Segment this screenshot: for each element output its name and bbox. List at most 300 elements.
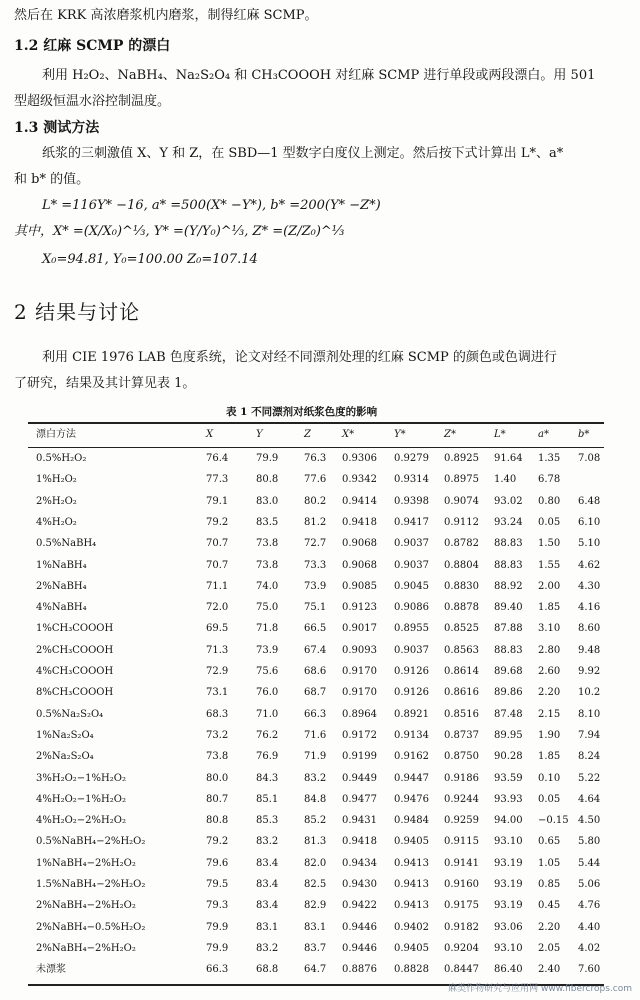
cell-y-star: 0.9162 [394,751,429,763]
cell-y-star: 0.9037 [394,538,429,550]
cell-a-star: 0.80 [538,495,561,507]
table-row [28,471,604,489]
cell-y: 83.0 [256,495,279,507]
cell-y-star: 0.9279 [394,453,429,464]
cell-x-star: 0.9449 [342,772,377,784]
table-row [28,620,604,638]
cell-method: 0.5%NaBH₄−2%H₂O₂ [36,836,146,848]
table-row [28,450,604,468]
header-y-star: Y* [394,429,406,440]
section-heading-1-2: 1.2 红麻 SCMP 的漂白 [14,38,171,54]
cell-z-star: 0.8782 [444,538,479,550]
cell-l-star: 89.68 [494,666,523,677]
cell-y: 71.8 [256,623,279,635]
cell-z: 71.9 [304,751,327,763]
cell-b-star: 7.60 [578,964,601,976]
cell-z-star: 0.8878 [444,602,479,614]
cell-l-star: 93.93 [494,793,523,805]
paragraph-1-2-line-1: 利用 H₂O₂、NaBH₄、Na₂S₂O₄ 和 CH₃COOOH 对红麻 SCMP 进行单段或两段漂白。用 501 [42,68,596,83]
cell-a-star: 1.85 [538,602,561,614]
cell-method: 2%CH₃COOOH [36,644,114,656]
table-row [28,727,604,745]
cell-l-star: 93.02 [494,495,523,507]
cell-method: 3%H₂O₂−1%H₂O₂ [36,772,126,784]
cell-l-star: 93.10 [494,942,523,954]
cell-x: 79.2 [206,516,229,528]
cell-y-star: 0.9398 [394,495,429,507]
cell-l-star: 89.40 [494,602,523,614]
cell-y: 84.3 [256,772,279,784]
table-row [28,599,604,617]
cell-l-star: 93.24 [494,516,523,528]
cell-y: 76.0 [256,687,279,699]
cell-y: 73.8 [256,559,279,571]
table-header-row [28,426,604,444]
cell-x: 71.1 [206,580,229,592]
cell-a-star: 0.85 [538,879,561,890]
table-header-rule [28,447,604,448]
cell-x-star: 0.9199 [342,751,377,763]
cell-y-star: 0.9405 [394,836,429,848]
cell-x-star: 0.9123 [342,602,377,614]
cell-x: 80.8 [206,815,229,827]
cell-b-star: 4.50 [578,815,601,827]
header-y: Y [256,429,263,440]
cell-l-star: 87.88 [494,623,523,635]
cell-b-star: 5.80 [578,836,601,848]
cell-method: 2%H₂O₂ [36,495,77,507]
cell-y-star: 0.9314 [394,474,429,486]
equation-reference-white: X₀=94.81, Y₀=100.00 Z₀=107.14 [42,252,258,267]
table-row [28,663,604,681]
cell-y-star: 0.9484 [394,815,429,827]
table-row [28,557,604,575]
cell-y: 83.5 [256,516,279,528]
paragraph-1-2-line-2: 型超级恒温水浴控制温度。 [14,94,171,109]
table-row [28,961,604,979]
cell-z-star: 0.8975 [444,474,479,486]
equation-xyz-star: 其中，X* =(X/X₀)^⅓, Y* =(Y/Y₀)^⅓, Z* =(Z/Z₀)^⅓ [14,224,345,239]
header-b-star: b* [578,429,590,440]
table-row [28,812,604,830]
cell-x-star: 0.9170 [342,666,377,677]
cell-b-star: 9.48 [578,644,601,656]
cell-z: 80.2 [304,495,327,507]
cell-method: 1%Na₂S₂O₄ [36,729,94,741]
cell-a-star: 2.60 [538,666,561,677]
cell-z: 68.6 [304,666,327,677]
cell-b-star: 4.40 [578,921,601,933]
cell-z-star: 0.8737 [444,729,479,741]
cell-x: 71.3 [206,644,229,656]
cell-a-star: 2.00 [538,580,561,592]
cell-method: 1.5%NaBH₄−2%H₂O₂ [36,879,146,890]
cell-z: 75.1 [304,602,327,614]
table-row [28,706,604,724]
cell-b-star: 5.22 [578,772,601,784]
header-z: Z [304,429,311,440]
cell-method: 0.5%Na₂S₂O₄ [36,708,104,720]
cell-y-star: 0.9405 [394,942,429,954]
cell-method: 未漂浆 [36,964,66,976]
cell-z: 85.2 [304,815,327,827]
cell-x-star: 0.9306 [342,453,377,464]
cell-y: 83.2 [256,836,279,848]
cell-x: 80.0 [206,772,229,784]
cell-x: 79.5 [206,879,229,890]
text-line-intro: 然后在 KRK 高浓磨浆机内磨浆，制得红麻 SCMP。 [14,8,318,23]
cell-x-star: 0.8964 [342,708,377,720]
cell-method: 8%CH₃COOOH [36,687,114,699]
cell-z-star: 0.8563 [444,644,479,656]
cell-z-star: 0.9259 [444,815,479,827]
cell-method: 4%H₂O₂−1%H₂O₂ [36,793,126,805]
cell-l-star: 91.64 [494,453,523,464]
watermark: 麻类作物研究与应用网 www.fibercrops.com [448,984,632,994]
cell-b-star: 7.08 [578,453,601,464]
cell-x-star: 0.9017 [342,623,377,635]
cell-x-star: 0.9446 [342,942,377,954]
cell-l-star: 89.86 [494,687,523,699]
table-caption: 表 1 不同漂剂对纸浆色度的影响 [226,406,378,418]
cell-method: 0.5%NaBH₄ [36,538,97,550]
cell-method: 2%NaBH₄−2%H₂O₂ [36,900,136,912]
cell-z-star: 0.9204 [444,942,479,954]
cell-b-star: 6.10 [578,516,601,528]
cell-method: 4%NaBH₄ [36,602,87,614]
cell-z-star: 0.9160 [444,879,479,890]
cell-y-star: 0.9402 [394,921,429,933]
cell-method: 4%H₂O₂−2%H₂O₂ [36,815,126,827]
header-l-star: L* [494,429,506,440]
cell-x: 79.9 [206,921,229,933]
cell-y-star: 0.9413 [394,857,429,869]
cell-b-star: 6.48 [578,495,601,507]
cell-b-star: 9.92 [578,666,601,677]
cell-z-star: 0.8804 [444,559,479,571]
cell-b-star: 5.44 [578,857,601,869]
table-row [28,855,604,873]
cell-x: 70.7 [206,538,229,550]
cell-a-star: −0.15 [538,815,569,827]
cell-z-star: 0.9182 [444,921,479,933]
cell-b-star: 4.30 [578,580,601,592]
cell-l-star: 93.19 [494,857,523,869]
cell-a-star: 2.20 [538,921,561,933]
cell-y-star: 0.9447 [394,772,429,784]
cell-y: 80.8 [256,474,279,486]
cell-y: 73.8 [256,538,279,550]
table-row [28,684,604,702]
header-z-star: Z* [444,429,456,440]
header-method: 漂白方法 [36,429,76,440]
cell-x: 73.2 [206,729,229,741]
cell-y: 83.2 [256,942,279,954]
cell-y-star: 0.9413 [394,900,429,912]
cell-y-star: 0.8921 [394,708,429,720]
cell-z: 64.7 [304,964,327,976]
cell-a-star: 1.85 [538,751,561,763]
table-row [28,770,604,788]
cell-x-star: 0.9172 [342,729,377,741]
cell-b-star: 10.2 [578,687,601,699]
cell-a-star: 2.80 [538,644,561,656]
cell-l-star: 88.83 [494,644,523,656]
cell-x: 79.6 [206,857,229,869]
cell-x-star: 0.9068 [342,538,377,550]
cell-method: 1%H₂O₂ [36,474,77,486]
cell-method: 2%NaBH₄ [36,580,87,592]
cell-a-star: 0.05 [538,516,561,528]
cell-x-star: 0.9446 [342,921,377,933]
cell-l-star: 1.40 [494,474,517,486]
table-top-rule [28,422,604,424]
cell-x: 73.8 [206,751,229,763]
cell-z: 83.2 [304,772,327,784]
cell-y: 71.0 [256,708,279,720]
cell-z: 77.6 [304,474,327,486]
cell-z: 66.5 [304,623,327,635]
cell-x: 66.3 [206,964,229,976]
cell-z: 82.9 [304,900,327,912]
cell-y-star: 0.9413 [394,879,429,890]
cell-x: 70.7 [206,559,229,571]
cell-a-star: 1.05 [538,857,561,869]
cell-z: 84.8 [304,793,327,805]
cell-y: 85.1 [256,793,279,805]
cell-x: 73.1 [206,687,229,699]
cell-z: 83.7 [304,942,327,954]
cell-z: 73.9 [304,580,327,592]
table-row [28,493,604,511]
cell-y-star: 0.9037 [394,644,429,656]
cell-y-star: 0.8828 [394,964,429,976]
cell-b-star: 4.76 [578,900,601,912]
cell-y-star: 0.9045 [394,580,429,592]
cell-l-star: 88.83 [494,559,523,571]
paragraph-2-line-2: 了研究，结果及其计算见表 1。 [14,376,196,391]
cell-b-star: 8.60 [578,623,601,635]
cell-x-star: 0.8876 [342,964,377,976]
equation-lab: L* =116Y* −16, a* =500(X* −Y*), b* =200(Y* −Z*) [42,198,381,213]
cell-y: 83.4 [256,900,279,912]
cell-y-star: 0.9476 [394,793,429,805]
cell-z: 67.4 [304,644,327,656]
table-row [28,578,604,596]
cell-y: 68.8 [256,964,279,976]
cell-z: 68.7 [304,687,327,699]
cell-z-star: 0.9175 [444,900,479,912]
table-row [28,919,604,937]
cell-z-star: 0.8525 [444,623,479,635]
cell-b-star: 4.02 [578,942,601,954]
cell-x-star: 0.9068 [342,559,377,571]
cell-x-star: 0.9418 [342,836,377,848]
cell-l-star: 93.59 [494,772,523,784]
cell-z-star: 0.8516 [444,708,479,720]
cell-b-star: 4.16 [578,602,601,614]
table-row [28,940,604,958]
cell-method: 1%CH₃COOOH [36,623,114,635]
cell-x-star: 0.9434 [342,857,377,869]
table-row [28,535,604,553]
paragraph-2-line-1: 利用 CIE 1976 LAB 色度系统，论文对经不同漂剂处理的红麻 SCMP 的颜色或色调进行 [42,350,557,365]
table-row [28,833,604,851]
cell-method: 1%NaBH₄ [36,559,87,571]
cell-z-star: 0.9244 [444,793,479,805]
cell-l-star: 93.19 [494,900,523,912]
cell-y-star: 0.9126 [394,687,429,699]
cell-y: 83.4 [256,879,279,890]
cell-z-star: 0.8830 [444,580,479,592]
table-row [28,514,604,532]
header-x: X [206,429,214,440]
cell-b-star: 8.24 [578,751,601,763]
cell-z: 82.0 [304,857,327,869]
cell-x-star: 0.9418 [342,516,377,528]
cell-x: 79.2 [206,836,229,848]
table-row [28,876,604,894]
section-heading-2: 2 结果与讨论 [14,300,141,324]
cell-l-star: 93.06 [494,921,523,933]
cell-method: 2%NaBH₄−2%H₂O₂ [36,942,136,954]
cell-method: 2%NaBH₄−0.5%H₂O₂ [36,921,146,933]
cell-b-star: 7.94 [578,729,601,741]
cell-z-star: 0.9141 [444,857,479,869]
cell-x: 79.9 [206,942,229,954]
cell-a-star: 0.05 [538,793,561,805]
cell-x-star: 0.9085 [342,580,377,592]
cell-a-star: 2.20 [538,687,561,699]
cell-x: 76.4 [206,453,229,464]
cell-b-star: 5.10 [578,538,601,550]
cell-z: 76.3 [304,453,327,464]
cell-y: 79.9 [256,453,279,464]
cell-x: 68.3 [206,708,229,720]
cell-z-star: 0.8750 [444,751,479,763]
header-a-star: a* [538,429,549,440]
table-row [28,897,604,915]
cell-a-star: 3.10 [538,623,561,635]
cell-z-star: 0.9115 [444,836,479,848]
cell-l-star: 88.83 [494,538,523,550]
cell-x-star: 0.9431 [342,815,377,827]
cell-z: 66.3 [304,708,327,720]
cell-a-star: 2.40 [538,964,561,976]
cell-y-star: 0.9126 [394,666,429,677]
cell-b-star: 4.64 [578,793,601,805]
cell-y: 76.2 [256,729,279,741]
cell-z-star: 0.9186 [444,772,479,784]
cell-y: 83.4 [256,857,279,869]
cell-z-star: 0.8447 [444,964,479,976]
cell-y-star: 0.9417 [394,516,429,528]
cell-l-star: 86.40 [494,964,523,976]
cell-method: 4%H₂O₂ [36,516,77,528]
cell-a-star: 6.78 [538,474,561,486]
cell-z-star: 0.8616 [444,687,479,699]
cell-x: 72.9 [206,666,229,677]
cell-a-star: 2.05 [538,942,561,954]
cell-a-star: 0.45 [538,900,561,912]
cell-x: 72.0 [206,602,229,614]
cell-y-star: 0.9134 [394,729,429,741]
cell-x: 69.5 [206,623,229,635]
cell-z-star: 0.9112 [444,516,479,528]
cell-x-star: 0.9093 [342,644,377,656]
cell-l-star: 90.28 [494,751,523,763]
cell-l-star: 88.92 [494,580,523,592]
table-row [28,791,604,809]
cell-z: 81.2 [304,516,327,528]
cell-method: 1%NaBH₄−2%H₂O₂ [36,857,136,869]
cell-z: 73.3 [304,559,327,571]
cell-l-star: 89.95 [494,729,523,741]
cell-z: 81.3 [304,836,327,848]
cell-b-star: 5.06 [578,879,601,890]
cell-y-star: 0.9037 [394,559,429,571]
cell-l-star: 93.19 [494,879,523,890]
paragraph-1-3-line-2: 和 b* 的值。 [14,172,90,187]
cell-y: 75.0 [256,602,279,614]
cell-a-star: 2.15 [538,708,561,720]
cell-l-star: 94.00 [494,815,523,827]
cell-y: 73.9 [256,644,279,656]
cell-x: 80.7 [206,793,229,805]
cell-method: 4%CH₃COOOH [36,666,114,677]
cell-a-star: 1.55 [538,559,561,571]
header-x-star: X* [342,429,355,440]
cell-z: 83.1 [304,921,327,933]
cell-x-star: 0.9414 [342,495,377,507]
cell-y-star: 0.9086 [394,602,429,614]
section-heading-1-3: 1.3 测试方法 [14,120,100,136]
cell-method: 2%Na₂S₂O₄ [36,751,94,763]
cell-z: 82.5 [304,879,327,890]
cell-z: 72.7 [304,538,327,550]
cell-x: 77.3 [206,474,229,486]
cell-y: 74.0 [256,580,279,592]
cell-z-star: 0.8614 [444,666,479,677]
cell-x-star: 0.9430 [342,879,377,890]
cell-y: 85.3 [256,815,279,827]
cell-y: 76.9 [256,751,279,763]
cell-a-star: 0.10 [538,772,561,784]
cell-y-star: 0.8955 [394,623,429,635]
cell-x: 79.1 [206,495,229,507]
cell-a-star: 0.65 [538,836,561,848]
cell-x-star: 0.9477 [342,793,377,805]
cell-z-star: 0.8925 [444,453,479,464]
cell-z-star: 0.9074 [444,495,479,507]
cell-l-star: 93.10 [494,836,523,848]
cell-y: 75.6 [256,666,279,677]
cell-x: 79.3 [206,900,229,912]
table-row [28,642,604,660]
table-row [28,748,604,766]
cell-l-star: 87.48 [494,708,523,720]
cell-x-star: 0.9170 [342,687,377,699]
cell-method: 0.5%H₂O₂ [36,453,87,464]
cell-b-star: 8.10 [578,708,601,720]
cell-a-star: 1.50 [538,538,561,550]
cell-a-star: 1.90 [538,729,561,741]
cell-y: 83.1 [256,921,279,933]
cell-x-star: 0.9422 [342,900,377,912]
cell-b-star: 4.62 [578,559,601,571]
cell-a-star: 1.35 [538,453,561,464]
paragraph-1-3-line-1: 纸浆的三刺激值 X、Y 和 Z，在 SBD—1 型数字白度仪上测定。然后按下式计算出 L*、a* [42,146,564,161]
